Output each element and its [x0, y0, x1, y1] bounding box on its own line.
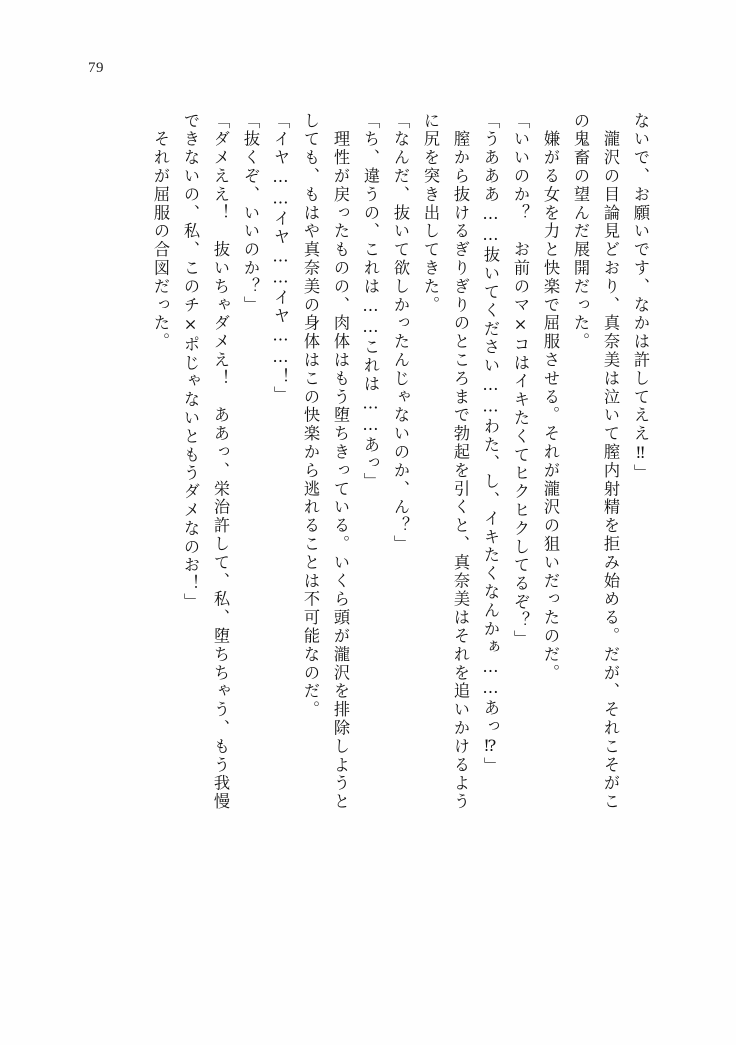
text-line: に尻を突き出してきた。 [421, 112, 440, 315]
text-line: 「ち、違うの、これは……これは……あっ」 [361, 112, 380, 492]
text-line: しても、もはや真奈美の身体はこの快楽から逃れることは不可能なのだ。 [301, 112, 320, 720]
text-line: 「いいのか？ お前のマ×コはイキたくてヒクヒクしてるぞ？」 [511, 112, 530, 649]
text-line: 「なんだ、抜いて欲しかったんじゃないのか、ん？」 [391, 112, 410, 554]
text-line: ないで、お願いです、なかは許してええ‼」 [631, 112, 650, 483]
text-line: 「うあああ……抜いてください……わた、し、イキたくなんかぁ……あっ⁉」 [481, 112, 500, 776]
text-line: それが屈服の合図だった。 [151, 112, 170, 352]
text-line: 「抜くぞ、いいのか？」 [241, 112, 260, 315]
text-line: 膣から抜けるぎりぎりのところまで勃起を引くと、真奈美はそれを追いかけるよう [451, 112, 470, 812]
text-line: 「ダメええ！ 抜いちゃダメえ！ ああっ、栄治許して、私、堕ちちゃう、もう我慢 [211, 112, 230, 812]
page-number: 79 [88, 60, 104, 76]
text-line: できないの、私、このチ×ポじゃないともうダメなのお！」 [181, 112, 200, 612]
text-line: 瀧沢の目論見どおり、真奈美は泣いて膣内射精を拒み始める。だが、それこそがこ [601, 112, 620, 812]
body-text [86, 112, 648, 962]
text-line: 嫌がる女を力と快楽で屈服させる。それが瀧沢の狙いだったのだ。 [541, 112, 560, 683]
text-line: 理性が戻ったものの、肉体はもう堕ちきっている。いくら頭が瀧沢を排除しようと [331, 112, 350, 812]
text-line: 「イヤ……イヤ……イヤ……！」 [271, 112, 290, 405]
text-line: の鬼畜の望んだ展開だった。 [571, 112, 590, 352]
